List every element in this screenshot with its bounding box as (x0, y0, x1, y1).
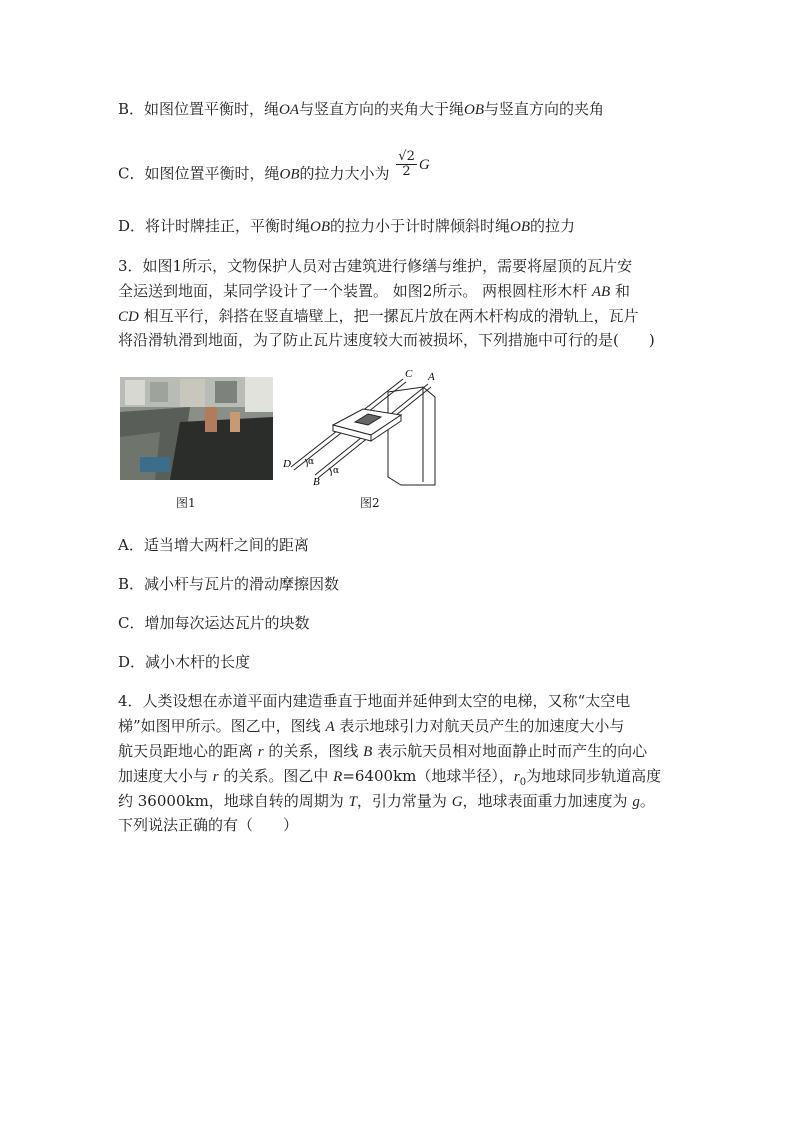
rooftop-photo-image (120, 377, 273, 480)
fraction-denominator: 2 (402, 164, 411, 179)
fraction-numerator: √2 (398, 149, 415, 164)
q4-text: 加速度大小与 (118, 767, 213, 785)
var-ob: OB (464, 102, 485, 118)
q4-text: ，引力常量为 (356, 792, 452, 810)
var-ob: OB (310, 219, 331, 235)
q4-text: 下列说法正确的有（ ） (118, 816, 299, 834)
q3-text: 和 (610, 282, 630, 300)
q3-text: 3．如图1所示，文物保护人员对古建筑进行修缮与维护，需要将屋顶的瓦片安 (118, 257, 633, 275)
var-oa: OA (279, 102, 300, 118)
q3-line-4 (118, 329, 655, 351)
figure-2-diagram (283, 367, 443, 487)
label-d: D (283, 458, 291, 470)
var-r0-subscript: 0 (519, 777, 527, 788)
var-ab: AB (591, 284, 611, 300)
q2-option-b (118, 98, 604, 121)
q2-option-b-mid: 与竖直方向的夹角大于绳 (299, 100, 465, 118)
label-alpha-1: α (308, 457, 315, 467)
label-c: C (405, 368, 413, 380)
q3-option-b: B．减小杆与瓦片的滑动摩擦因数 (118, 575, 340, 593)
q4-line-3 (118, 740, 647, 763)
q3-line-2 (118, 280, 630, 303)
q3-line-1 (118, 255, 632, 277)
q2-option-d-post: 的拉力 (530, 217, 576, 235)
q3-text: 全运送到地面，某同学设计了一个装置。 如图2所示。 两根圆柱形木杆 (118, 282, 592, 300)
q3-text: 将沿滑轨滑到地面，为了防止瓦片速度较大而被损坏，下列措施中可行的是( ) (118, 331, 655, 349)
figure-2-caption: 图2 (360, 496, 380, 510)
figure-1-photo (120, 377, 273, 480)
figure-1-caption: 图1 (176, 496, 196, 510)
q3-option-a: A．适当增大两杆之间的距离 (118, 536, 309, 554)
var-t: T (348, 794, 357, 810)
q3-text: 相互平行，斜搭在竖直墙壁上，把一摞瓦片放在两木杆构成的滑轨上，瓦片 (138, 307, 639, 325)
q4-line-6 (118, 814, 298, 836)
q4-text: =6400km（地球半径）， (342, 767, 514, 785)
q4-text: 航天员距地心的距离 (118, 742, 258, 760)
var-r0: r (513, 769, 520, 785)
var-r: r (212, 769, 219, 785)
var-ob: OB (510, 219, 531, 235)
q4-line-2 (118, 715, 624, 738)
var-b: B (363, 744, 373, 760)
q2-option-d-mid: 的拉力小于计时牌倾斜时绳 (330, 217, 511, 235)
var-g: G (418, 156, 430, 173)
var-r-earth: R (333, 769, 343, 785)
label-b: B (313, 476, 320, 487)
q4-text: 为地球同步轨道高度 (526, 767, 662, 785)
var-g-accel: g (632, 794, 640, 810)
var-g-const: G (451, 794, 463, 810)
q4-text: 的关系。图乙中 (218, 767, 334, 785)
label-alpha-2: α (333, 466, 340, 476)
q4-text: 。 (639, 792, 655, 810)
q2-option-c-mid: 的拉力大小为 (299, 164, 390, 183)
q2-option-b-text: B．如图位置平衡时，绳 (118, 100, 280, 118)
label-a: A (428, 371, 435, 383)
q4-text: 约 36000km，地球自转的周期为 (118, 792, 349, 810)
q2-option-b-post: 与竖直方向的夹角 (484, 100, 605, 118)
fraction-sqrt2-over-2 (396, 150, 417, 179)
var-cd: CD (118, 309, 139, 325)
q3-option-c: C．增加每次运达瓦片的块数 (118, 614, 310, 632)
q3-line-3 (118, 305, 639, 328)
var-ob: OB (279, 166, 300, 183)
q2-option-d-text: D．将计时牌挂正，平衡时绳 (118, 217, 311, 235)
q4-text: 的关系，图线 (263, 742, 364, 760)
q2-option-c (118, 149, 430, 189)
q3-option-d: D．减小木杆的长度 (118, 653, 251, 671)
q4-text: 表示地球引力对航天员产生的加速度大小与 (334, 717, 625, 735)
q4-text: 4．人类设想在赤道平面内建造垂直于地面并延伸到太空的电梯，又称“太空电 (118, 692, 631, 710)
q4-line-1 (118, 690, 630, 712)
var-a: A (325, 719, 335, 735)
q2-option-c-text: C．如图位置平衡时，绳 (118, 164, 280, 183)
q4-text: 梯”如图甲所示。图乙中，图线 (118, 717, 326, 735)
var-r: r (257, 744, 264, 760)
q2-option-d (118, 215, 575, 238)
q4-text: ，地球表面重力加速度为 (462, 792, 633, 810)
q4-line-5 (118, 790, 655, 813)
q4-text: 表示航天员相对地面静止时而产生的向心 (372, 742, 648, 760)
wall (388, 387, 435, 485)
